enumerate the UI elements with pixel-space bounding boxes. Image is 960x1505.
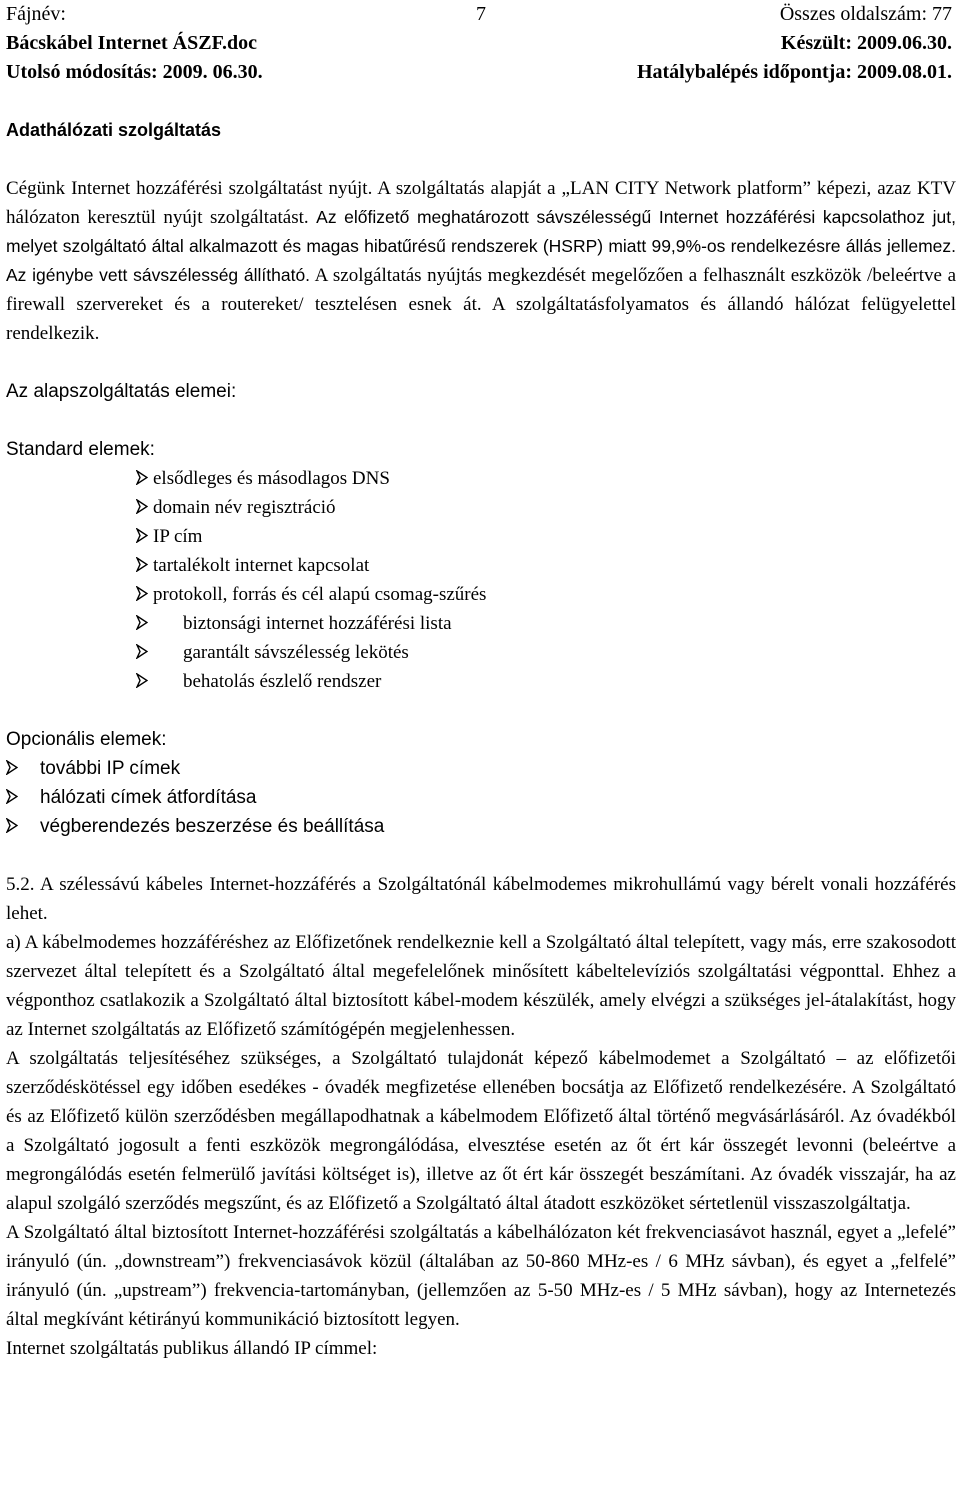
arrow-bullet-icon bbox=[136, 557, 148, 572]
paragraph-deposit: A szolgáltatás teljesítéséhez szükséges, a Szolgáltató tulajdonát képező kábelmodemet a Szolgáltató – az előfizetői szerződéskötéssel egy időben esedékes - óvadék megfizetése ellenében bocsátja az Előfizető rendelkezésére. A Szolgáltató és az Előfizető külön szerződésben megállapodhatnak a kábelmodem Előfizető által történő megvásárlásáról. Az óvadékból a Szolgáltató jogosult a fenti eszközök megrongálódása, elvesztése esetén az őt ért kár összegét levonni (beleértve a megrongálódás esetén felmerülő javítási költséget is), illetve az őt ért kár összegét beszámítani. Az óvadék visszajár, ha az alapul szolgáló szerződés megszűnt, és az Előfizető a Szolgáltató által átadott eszközöket sértetlenül visszaszolgáltatja. bbox=[6, 1048, 956, 1214]
list-item: végberendezés beszerzése és beállítása bbox=[6, 812, 956, 841]
list-item: tartalékolt internet kapcsolat bbox=[6, 551, 956, 580]
intro-part-2: Az előfizető meghatározott sávszélességű Internet hozzáférési kapcsolathoz jut, melyet szolgáltató által alkalmazott és magas hibatűrésű rendszerek (HSRP) miatt 99,9%-os rendelkezésre állás jellemez. Az igénybe vett sávszélesség állítható. bbox=[6, 207, 956, 285]
standard-elements-list bbox=[6, 464, 956, 696]
paragraph-a: a) A kábelmodemes hozzáféréshez az Előfizetőnek rendelkeznie kell a Szolgáltató által telepített, vagy más, erre szakosodott szervezet által telepített és a Szolgáltató által megefelelőnek minősített kábeltelevíziós szolgáltatási végponttal. Ehhez a végponthoz csatlakozik a Szolgáltató által biztosított kábel-modem készülék, amely elvégzi a szükséges jel-átalakítást, hogy az Internet szolgáltatás az Előfizető számítógépén megjelenhessen. bbox=[6, 932, 956, 1040]
list-item: IP cím bbox=[6, 522, 956, 551]
paragraph-5-2: 5.2. A szélessávú kábeles Internet-hozzáférés a Szolgáltatónál kábelmodemes mikrohullámú vagy bérelt vonali hozzáférés lehet. bbox=[6, 874, 956, 924]
arrow-bullet-icon bbox=[136, 528, 148, 543]
optional-elements-title: Opcionális elemek: bbox=[6, 729, 167, 750]
paragraph-frequency: A Szolgáltató által biztosított Internet-hozzáférési szolgáltatás a kábelhálózaton két frekvenciasávot használ, egyet a „lefelé” irányuló (ún. „downstream”) frekvenciasávok közül (általában az 50-860 MHz-es / 6 MHz sávban), és egyet a „felfelé” irányuló (ún. „upstream”) frekvencia-tartományban, (jellemzően az 5-50 MHz-es / 5 MHz sávban), hogy az Internetezés által megkívánt kétirányú kommunikáció biztosított legyen. bbox=[6, 1222, 956, 1330]
list-item: domain név regisztráció bbox=[6, 493, 956, 522]
list-item: behatolás észlelő rendszer bbox=[6, 667, 956, 696]
list-item: további IP címek bbox=[6, 754, 956, 783]
header-row-2 bbox=[6, 29, 956, 58]
list-item: protokoll, forrás és cél alapú csomag-szűrés bbox=[6, 580, 956, 609]
list-item: biztonsági internet hozzáférési lista bbox=[6, 609, 956, 638]
basic-elements-title: Az alapszolgáltatás elemei: bbox=[6, 381, 237, 402]
list-item: elsődleges és másodlagos DNS bbox=[6, 464, 956, 493]
arrow-bullet-icon bbox=[136, 644, 148, 659]
header-row-3 bbox=[6, 58, 956, 87]
arrow-bullet-icon bbox=[136, 673, 148, 688]
header-filename: Bácskábel Internet ÁSZF.doc bbox=[6, 32, 257, 54]
arrow-bullet-icon bbox=[136, 615, 148, 630]
header-row-1 bbox=[6, 0, 956, 29]
section-title: Adathálózati szolgáltatás bbox=[6, 120, 222, 140]
header-created-date: Készült: 2009.06.30. bbox=[780, 32, 952, 54]
arrow-bullet-icon bbox=[136, 499, 148, 514]
list-item: hálózati címek átfordítása bbox=[6, 783, 956, 812]
intro-paragraph bbox=[6, 174, 956, 348]
header-page-number: 7 bbox=[476, 3, 486, 25]
intro-part-1: Cégünk Internet hozzáférési szolgáltatást nyújt. A szolgáltatás alapját a „LAN CITY Network platform” képezi, azaz KTV hálózaton keresztül nyújt szolgáltatást. bbox=[6, 178, 956, 228]
document-page bbox=[6, 0, 956, 1363]
header-filename-label: Fájnév: bbox=[6, 3, 66, 25]
intro-part-3: A szolgáltatás nyújtás megkezdését megelőzően a felhasznált eszközök /beleértve a firewall szervereket és a routereket/ tesztelésen esnek át. A szolgáltatásfolyamatos és állandó hálózat felügyelettel rendelkezik. bbox=[6, 265, 956, 344]
arrow-bullet-icon bbox=[136, 470, 148, 485]
header-modified-date: Utolsó módosítás: 2009. 06.30. bbox=[6, 61, 263, 83]
arrow-bullet-icon bbox=[6, 818, 18, 833]
list-item: garantált sávszélesség lekötés bbox=[6, 638, 956, 667]
paragraph-public-ip: Internet szolgáltatás publikus állandó IP címmel: bbox=[6, 1338, 378, 1359]
standard-elements-title: Standard elemek: bbox=[6, 439, 155, 460]
header-effective-date: Hatálybalépés időpontja: 2009.08.01. bbox=[636, 61, 952, 83]
header-total-pages: Összes oldalszám: 77 bbox=[779, 3, 952, 25]
optional-elements-list bbox=[6, 754, 956, 841]
arrow-bullet-icon bbox=[6, 789, 18, 804]
arrow-bullet-icon bbox=[136, 586, 148, 601]
arrow-bullet-icon bbox=[6, 760, 18, 775]
